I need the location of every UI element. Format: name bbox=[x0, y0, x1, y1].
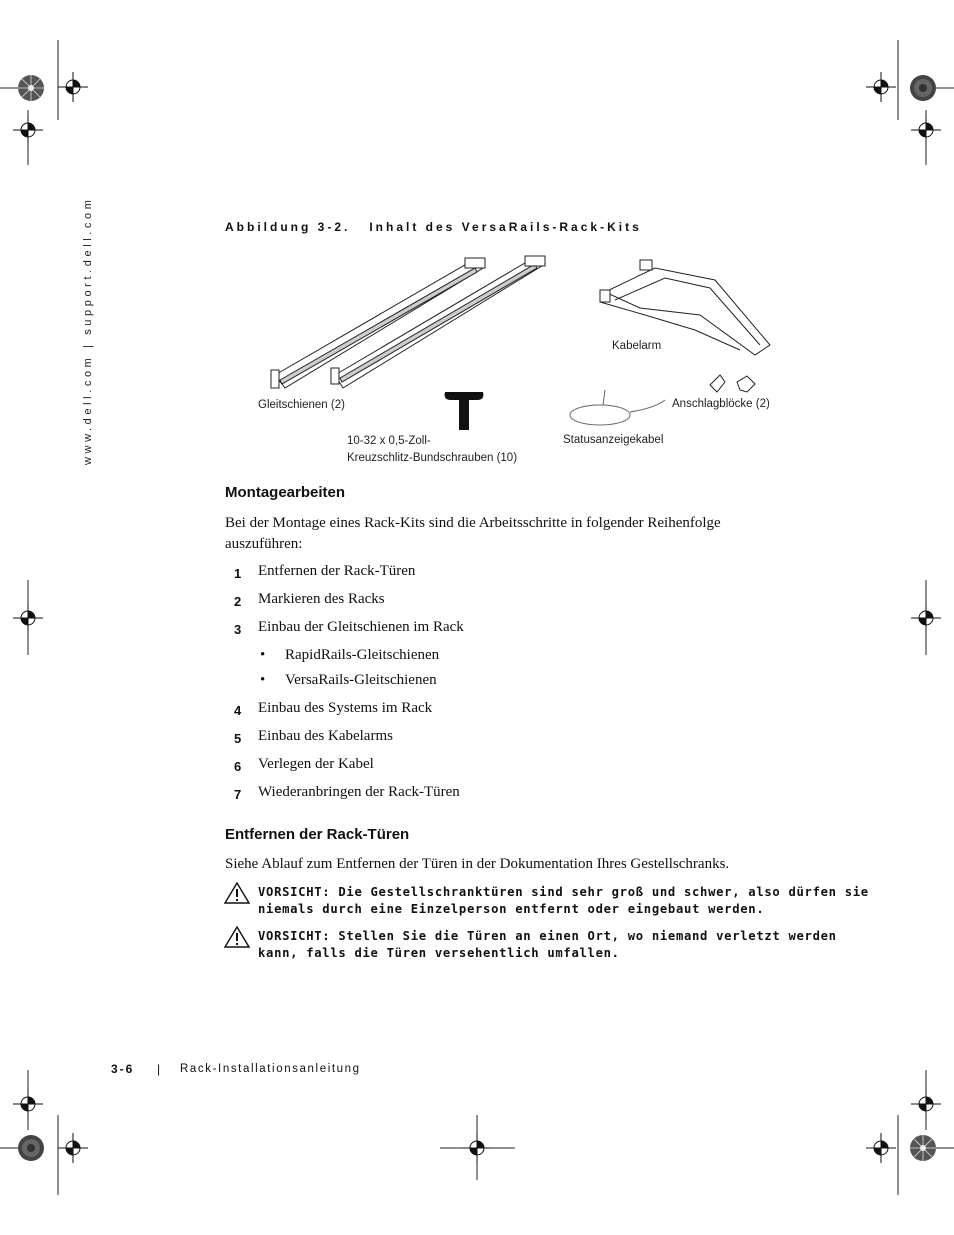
step-text: Entfernen der Rack-Türen bbox=[258, 563, 416, 579]
registration-mark-icon bbox=[911, 603, 941, 633]
bullet-marker: • bbox=[260, 647, 266, 663]
registration-mark-icon bbox=[866, 1133, 896, 1163]
step-number: 6 bbox=[234, 759, 242, 774]
step-text: Markieren des Racks bbox=[258, 591, 385, 607]
section-heading-assembly: Montagearbeiten bbox=[225, 484, 346, 501]
registration-mark-icon bbox=[866, 72, 896, 102]
side-url-text: www.dell.com | support.dell.com bbox=[82, 196, 94, 465]
registration-mark-icon bbox=[13, 603, 43, 633]
warning-triangle-icon bbox=[224, 926, 250, 948]
registration-mark-icon bbox=[462, 1133, 492, 1163]
registration-mark-icon bbox=[13, 115, 43, 145]
section-intro-line2: auszuführen: bbox=[225, 536, 303, 552]
step-number: 4 bbox=[234, 703, 242, 718]
registration-mark-icon bbox=[58, 1133, 88, 1163]
warning-text-line1: VORSICHT: Die Gestellschranktüren sind sehr groß und schwer, also dürfen sie bbox=[258, 885, 869, 899]
page-number: 3-6 bbox=[111, 1062, 135, 1076]
step-text: Verlegen der Kabel bbox=[258, 756, 374, 772]
bullet-item: VersaRails-Gleitschienen bbox=[285, 672, 437, 688]
section-intro-line1: Bei der Montage eines Rack-Kits sind die Arbeitsschritte in folgender Reihenfolge bbox=[225, 515, 721, 531]
figure-caption: Abbildung 3-2. Inhalt des VersaRails-Rack-Kits bbox=[225, 220, 642, 234]
step-number: 2 bbox=[234, 594, 242, 609]
stop-blocks-drawing bbox=[710, 375, 755, 392]
step-text: Wiederanbringen der Rack-Türen bbox=[258, 784, 460, 800]
label-rails: Gleitschienen (2) bbox=[258, 399, 345, 411]
figure-illustration bbox=[225, 250, 785, 470]
label-status-cable: Statusanzeigekabel bbox=[563, 434, 664, 446]
step-number: 7 bbox=[234, 787, 242, 802]
color-target-icon bbox=[17, 1134, 45, 1162]
step-number: 3 bbox=[234, 622, 242, 637]
registration-mark-icon bbox=[58, 72, 88, 102]
warning-text-line1: VORSICHT: Stellen Sie die Türen an einen Ort, wo niemand verletzt werden bbox=[258, 929, 837, 943]
color-target-icon bbox=[909, 74, 937, 102]
warning-text-line2: niemals durch eine Einzelperson entfernt oder eingebaut werden. bbox=[258, 902, 765, 916]
step-text: Einbau des Kabelarms bbox=[258, 728, 393, 744]
section-heading-remove-doors: Entfernen der Rack-Türen bbox=[225, 826, 410, 843]
registration-mark-icon bbox=[13, 1089, 43, 1119]
color-target-icon bbox=[909, 1134, 937, 1162]
footer-title: Rack-Installationsanleitung bbox=[180, 1063, 361, 1075]
footer-separator: | bbox=[157, 1062, 161, 1076]
step-number: 5 bbox=[234, 731, 242, 746]
section-body: Siehe Ablauf zum Entfernen der Türen in der Dokumentation Ihres Gestellschranks. bbox=[225, 856, 730, 872]
step-text: Einbau der Gleitschienen im Rack bbox=[258, 619, 464, 635]
color-target-icon bbox=[17, 74, 45, 102]
warning-text-line2: kann, falls die Türen versehentlich umfallen. bbox=[258, 946, 620, 960]
status-cable-drawing bbox=[570, 390, 665, 425]
label-stop-blocks: Anschlagblöcke (2) bbox=[672, 398, 770, 410]
rails-drawing bbox=[271, 256, 545, 388]
step-number: 1 bbox=[234, 566, 242, 581]
registration-mark-icon bbox=[911, 1089, 941, 1119]
label-screws-line1: 10-32 x 0,5-Zoll- bbox=[347, 435, 431, 447]
bullet-item: RapidRails-Gleitschienen bbox=[285, 647, 440, 663]
warning-triangle-icon bbox=[224, 882, 250, 904]
step-text: Einbau des Systems im Rack bbox=[258, 700, 433, 716]
bullet-marker: • bbox=[260, 672, 266, 688]
label-cable-arm: Kabelarm bbox=[612, 340, 662, 352]
label-screws-line2: Kreuzschlitz-Bundschrauben (10) bbox=[347, 452, 518, 464]
registration-mark-icon bbox=[911, 115, 941, 145]
screw-drawing bbox=[445, 392, 484, 430]
